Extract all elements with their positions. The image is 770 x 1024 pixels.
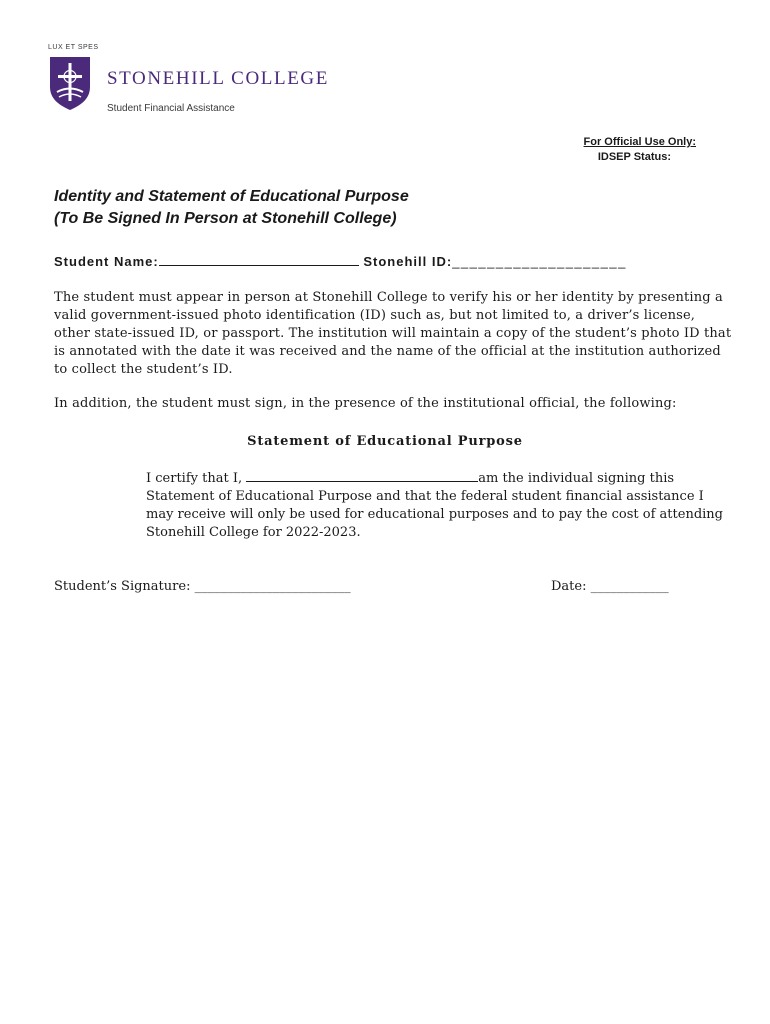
certify-name-field[interactable]: [246, 469, 478, 482]
student-signature-field[interactable]: Student’s Signature: ________________________: [54, 579, 351, 594]
shield-icon: [48, 55, 92, 111]
statement-heading: Statement of Educational Purpose: [247, 434, 523, 449]
college-motto: LUX ET SPES: [48, 44, 99, 51]
student-name-label: Student Name:: [54, 254, 159, 269]
department-name: Student Financial Assistance: [107, 103, 235, 114]
stonehill-id-label: Stonehill ID:: [363, 254, 453, 269]
form-title-line1: Identity and Statement of Educational Purpose: [54, 188, 409, 205]
sign-instruction-paragraph: In addition, the student must sign, in the presence of the institutional official, the following:: [54, 396, 677, 411]
certify-start: I certify that I,: [146, 471, 247, 486]
date-field[interactable]: Date: ____________: [551, 579, 669, 594]
stonehill-id-field[interactable]: ____________________: [452, 254, 627, 269]
student-name-field[interactable]: [159, 253, 359, 266]
certify-rest: am the individual signing this Statement of Educational Purpose and that the federal student financial assistance I may receive will only be used for educational purposes and to pay the cost of attending Stonehill College for 2022-2023.: [146, 471, 723, 540]
college-logo: [48, 44, 348, 124]
idsep-status-label: IDSEP Status:: [597, 151, 671, 163]
college-name: STONEHILL COLLEGE: [107, 68, 329, 89]
official-use-label: For Official Use Only:: [583, 136, 696, 148]
form-title-line2: (To Be Signed In Person at Stonehill College): [54, 210, 397, 227]
identity-paragraph: The student must appear in person at Stonehill College to verify his or her identity by presenting a valid government-issued photo identification (ID) such as, but not limited to, a driver’s license, other state-issued ID, or passport. The institution will maintain a copy of the student’s photo ID that is annotated with the date it was received and the name of the official at the institution authorized to collect the student’s ID.: [54, 290, 732, 377]
certification-text: [146, 469, 726, 542]
form-title: [54, 186, 409, 230]
student-info-row: [54, 253, 627, 269]
official-use-box: [520, 135, 696, 165]
